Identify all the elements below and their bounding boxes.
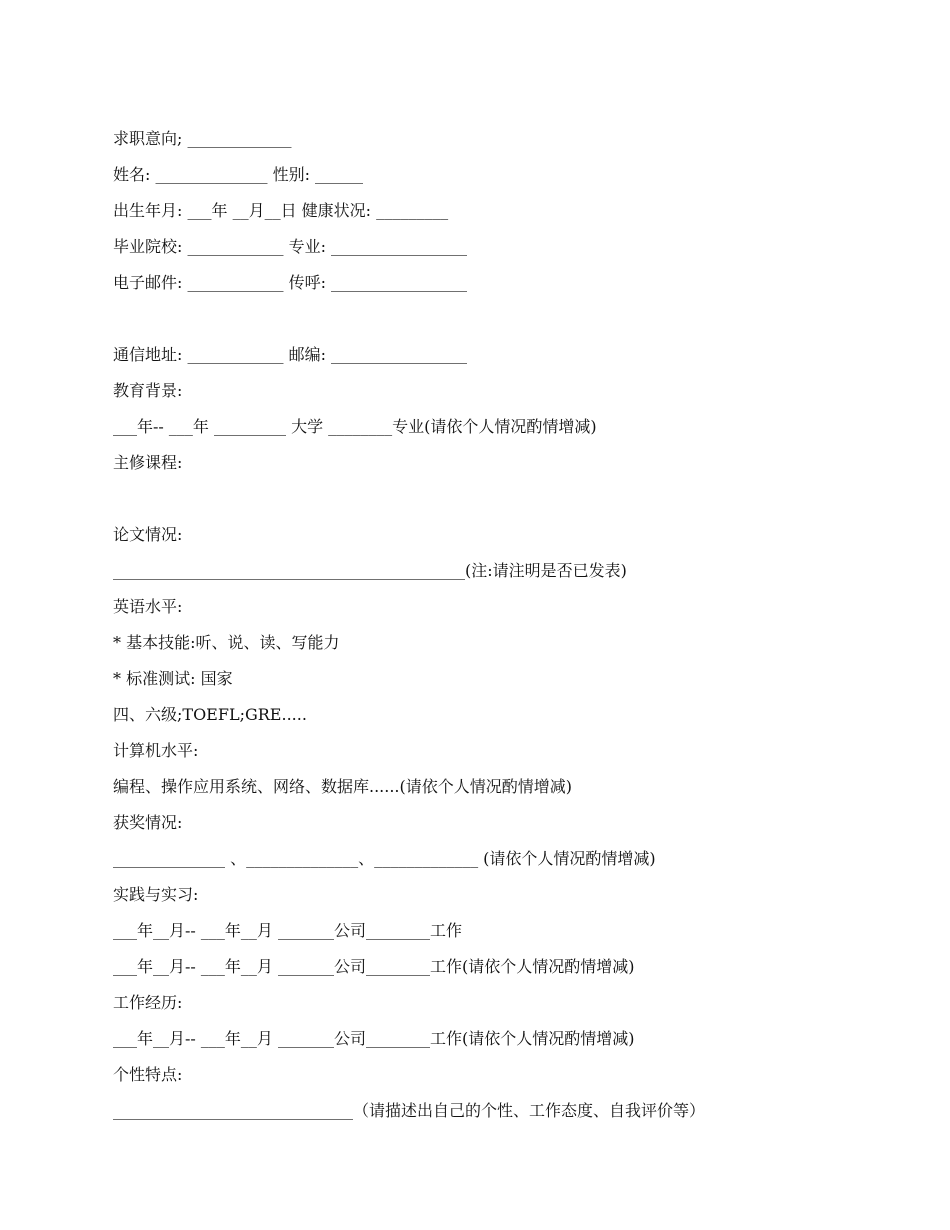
english-levels-line: 四、六级;TOEFL;GRE..... bbox=[113, 705, 307, 724]
email-pager-line: 电子邮件: ____________ 传呼: _________________ bbox=[113, 273, 468, 292]
blank-line bbox=[113, 304, 873, 340]
name-gender-line: 姓名: ______________ 性别: ______ bbox=[113, 165, 364, 184]
courses-heading: 主修课程: bbox=[113, 453, 183, 472]
personality-entry-line: ______________________________（请描述出自己的个性、工作态度、自我评价等） bbox=[113, 1101, 706, 1120]
english-test-line: * 标准测试: 国家 bbox=[113, 669, 233, 688]
english-heading: 英语水平: bbox=[113, 597, 183, 616]
awards-heading: 获奖情况: bbox=[113, 813, 183, 832]
education-heading: 教育背景: bbox=[113, 381, 183, 400]
practice-entry-line: ___年__月-- ___年__月 _______公司________工作 bbox=[113, 921, 462, 940]
practice-entry-line: ___年__月-- ___年__月 _______公司________工作(请依个人情况酌情增减) bbox=[113, 957, 635, 976]
work-heading: 工作经历: bbox=[113, 993, 183, 1012]
school-major-line: 毕业院校: ____________ 专业: _________________ bbox=[113, 237, 468, 256]
birth-health-line: 出生年月: ___年 __月__日 健康状况: _________ bbox=[113, 201, 449, 220]
job-intention-line: 求职意向; _____________ bbox=[113, 129, 292, 148]
practice-heading: 实践与实习: bbox=[113, 885, 199, 904]
computer-skills-line: 编程、操作应用系统、网络、数据库......(请依个人情况酌情增减) bbox=[113, 777, 573, 796]
education-entry-line: ___年-- ___年 _________ 大学 ________专业(请依个人情况酌情增减) bbox=[113, 417, 597, 436]
awards-entry-line: ______________ 、______________、_____________ (请依个人情况酌情增减) bbox=[113, 849, 656, 868]
work-entry-line: ___年__月-- ___年__月 _______公司________工作(请依个人情况酌情增减) bbox=[113, 1029, 635, 1048]
resume-form-body bbox=[113, 124, 873, 1132]
address-postcode-line: 通信地址: ____________ 邮编: _________________ bbox=[113, 345, 468, 364]
english-skills-line: * 基本技能:听、说、读、写能力 bbox=[113, 633, 340, 652]
blank-line bbox=[113, 484, 873, 520]
personality-heading: 个性特点: bbox=[113, 1065, 183, 1084]
computer-heading: 计算机水平: bbox=[113, 741, 199, 760]
thesis-entry-line: ____________________________________________(注:请注明是否已发表) bbox=[113, 561, 627, 580]
thesis-heading: 论文情况: bbox=[113, 525, 183, 544]
